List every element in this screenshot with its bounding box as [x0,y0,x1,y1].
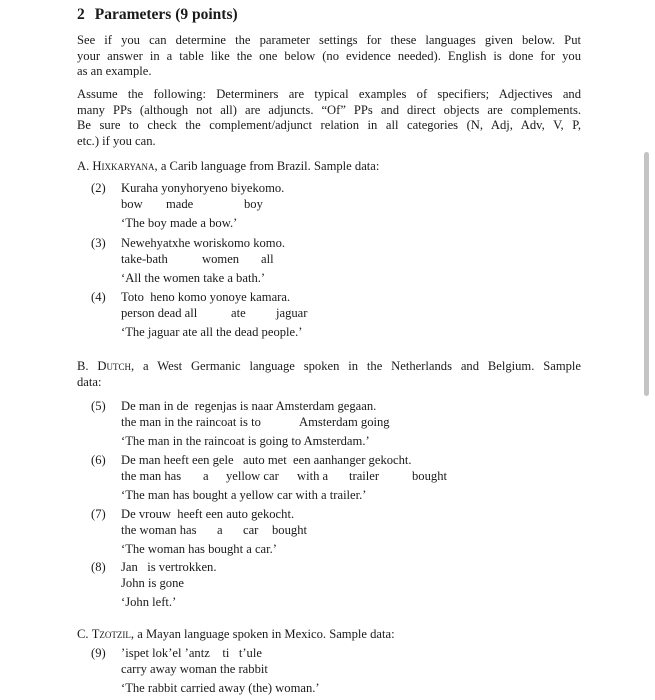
example-number: (3) [91,236,106,250]
gloss-word: car [243,523,259,538]
section-c-heading [77,627,395,643]
gloss-word: bought [272,523,307,538]
gloss-word: the man in the raincoat is to [121,415,261,430]
example-translation: ‘John left.’ [121,594,177,609]
intro-line: your answer in a table like the one below (no evidence needed). English is done for you [77,48,581,63]
intro-paragraph [77,33,581,80]
example-translation: ‘The jaguar ate all the dead people.’ [121,324,303,339]
example-original: De man in de regenjas is naar Amsterdam gegaan. [121,399,377,413]
example-original: Jan is vertrokken. [121,560,217,574]
gloss-word: the man has [121,469,182,484]
section-a-language: Hixkaryana [92,159,155,173]
example-number: (2) [91,181,106,195]
example-gloss [121,251,285,267]
gloss-word: bought [412,469,447,484]
gloss-word: made [166,197,194,212]
example-gloss [121,414,390,430]
section-heading [77,6,238,24]
assume-line: etc.) if you can. [77,134,156,149]
section-b-description: , a West Germanic language spoken in the Netherlands and Belgium. Sample [131,359,582,373]
section-b-description-cont: data: [77,374,102,389]
assume-line: Be sure to check the complement/adjunct relation in all categories (N, Adj, Adv, V, P, [77,118,581,133]
example-original: Kuraha yonyhoryeno biyekomo. [121,181,285,195]
assume-line: many PPs (although not all) are adjuncts. “Of” PPs and direct objects are complements. [77,102,581,117]
example-number: (7) [91,507,106,521]
gloss-word: a [217,523,223,538]
gloss-word: yellow car [226,469,279,484]
section-title: Parameters (9 points) [94,6,238,23]
example-number: (9) [91,646,106,660]
example-original: ’ispet lok’el ’antz ti t’ule [121,646,262,660]
gloss-word: women [202,252,240,267]
gloss-word: with a [297,469,329,484]
assume-line: Assume the following: Determiners are typical examples of specifiers; Adjectives and [77,87,581,101]
section-b-line [77,359,581,375]
gloss-word: Amsterdam going [299,415,390,430]
gloss-word: jaguar [276,306,308,321]
gloss-word: the woman has [121,523,197,538]
example-translation: ‘The woman has bought a car.’ [121,541,277,556]
example-original: De vrouw heeft een auto gekocht. [121,507,295,521]
example-translation: ‘The boy made a bow.’ [121,215,238,230]
example-translation: ‘The man in the raincoat is going to Amsterdam.’ [121,433,370,448]
example-translation: ‘The rabbit carried away (the) woman.’ [121,680,320,695]
example-number: (8) [91,560,106,574]
example-translation: ‘All the women take a bath.’ [121,270,266,285]
gloss-word: person dead all [121,306,198,321]
example-original: Newehyatxhe woriskomo komo. [121,236,286,250]
example-translation: ‘The man has bought a yellow car with a trailer.’ [121,487,367,502]
gloss-word: all [261,252,274,267]
example-original: De man heeft een gele auto met een aanhanger gekocht. [121,453,412,467]
example-original: Toto heno komo yonoye kamara. [121,290,291,304]
intro-line: See if you can determine the parameter settings for these languages given below. Put [77,33,581,47]
example-gloss: carry away woman the rabbit [121,662,268,677]
section-c-language: Tzotzil [91,627,131,641]
gloss-word: boy [244,197,263,212]
gloss-word: ate [231,306,246,321]
example-number: (5) [91,399,106,413]
intro-line: as an example. [77,64,152,79]
gloss-word: take-bath [121,252,168,267]
assumptions-paragraph [77,87,581,150]
gloss-word: a [203,469,209,484]
section-a-letter: A. [77,159,90,173]
example-gloss [121,196,284,212]
section-b-letter: B. [77,359,89,373]
example-gloss [121,305,308,321]
example-gloss [121,468,447,484]
section-number: 2 [77,6,85,23]
vertical-scrollbar[interactable] [644,152,649,396]
section-a-description: , a Carib language from Brazil. Sample data: [154,159,380,173]
section-a-heading [77,159,379,175]
example-gloss: John is gone [121,576,184,591]
example-number: (6) [91,453,106,467]
gloss-word: bow [121,197,143,212]
example-gloss [121,522,307,538]
section-c-letter: C. [77,627,89,641]
section-b-language: Dutch [97,359,132,373]
gloss-word: trailer [349,469,380,484]
section-b-heading [77,359,581,390]
section-c-description: , a Mayan language spoken in Mexico. Sample data: [130,627,395,641]
example-number: (4) [91,290,106,304]
